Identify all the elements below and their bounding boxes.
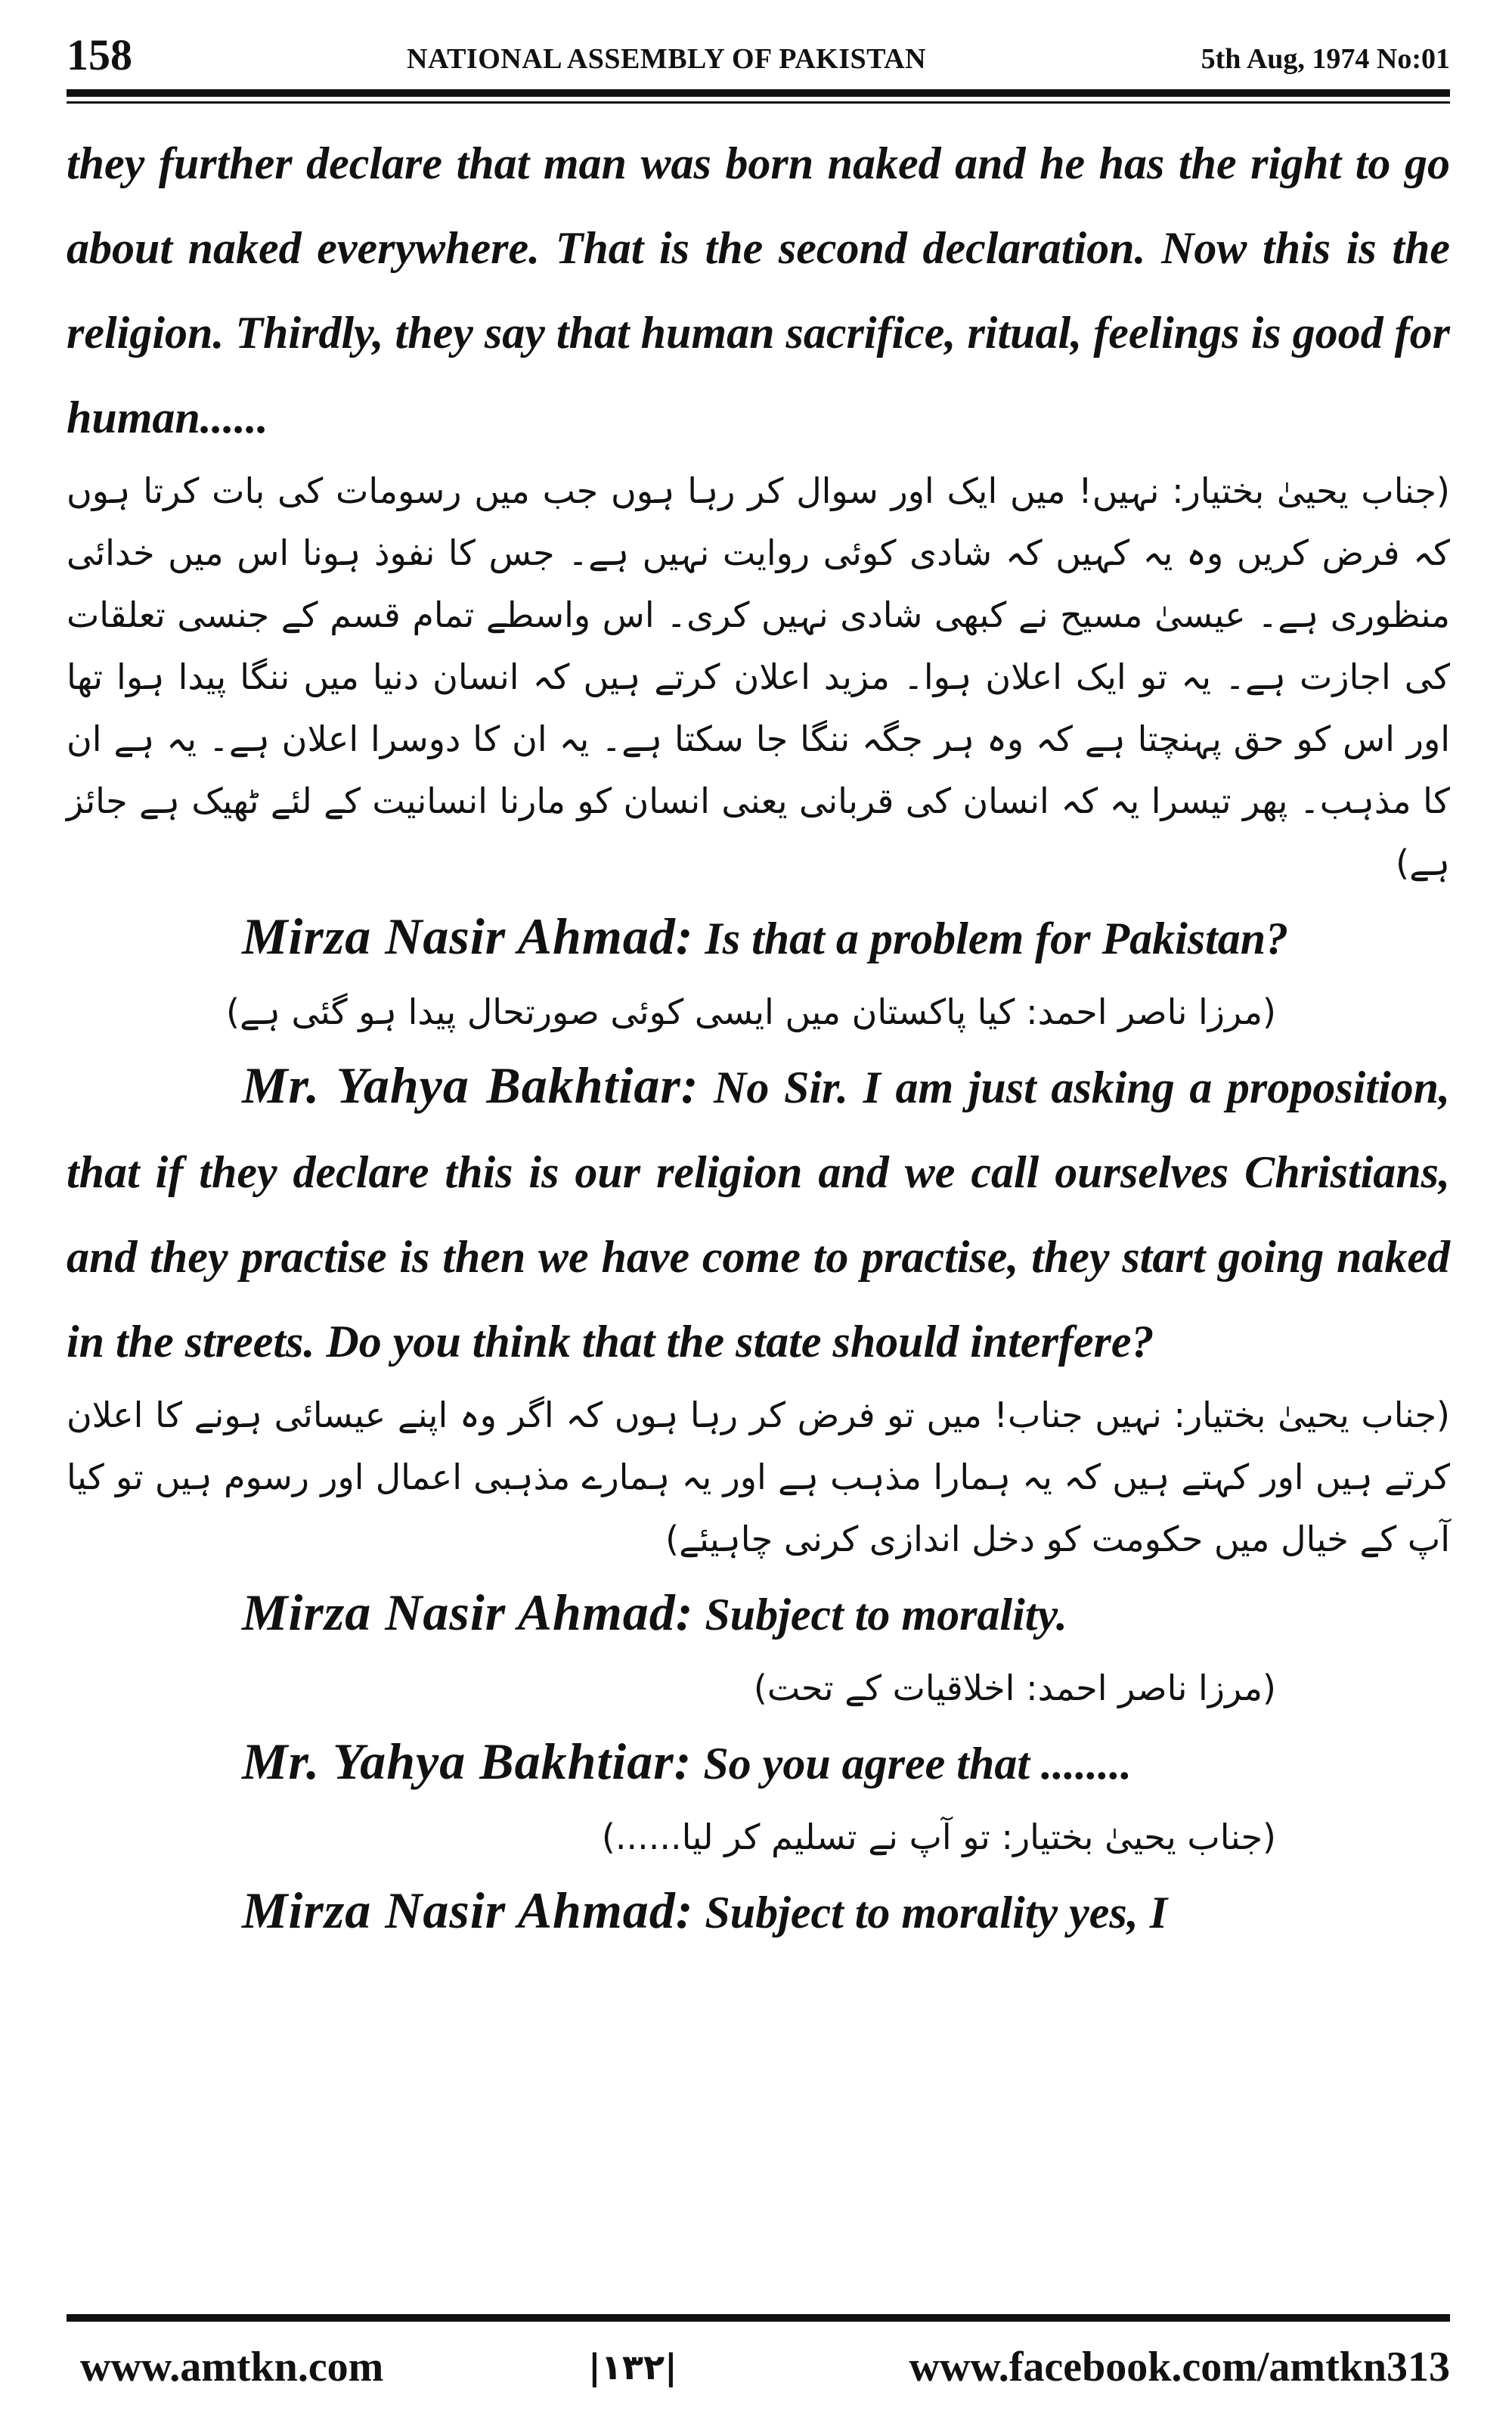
speech-text: No Sir. I am just asking a proposition, that if they declare this is our religion and we call ourselves Christians, and they practise is then we have come to practise, they start going naked in the streets. Do you think that the state should interfere? bbox=[67, 1063, 1451, 1367]
speech-mirza-2 bbox=[67, 1570, 1450, 1657]
website-link[interactable]: www.amtkn.com bbox=[80, 2344, 384, 2391]
header-date: 5th Aug, 1974 No:01 bbox=[1201, 43, 1450, 75]
speech-mirza-1 bbox=[67, 894, 1450, 981]
page-header bbox=[67, 29, 1450, 82]
speaker-name: Mirza Nasir Ahmad: bbox=[242, 1584, 694, 1641]
speech-yahya-1 bbox=[67, 1043, 1450, 1384]
header-rule-thick bbox=[67, 89, 1450, 97]
header-rule-thin bbox=[67, 101, 1450, 104]
speech-text: Subject to morality yes, I bbox=[693, 1888, 1168, 1938]
speech-text: Is that a problem for Pakistan? bbox=[693, 914, 1289, 963]
urdu-paragraph-3: (جناب یحییٰ بختیار: نہیں جناب! میں تو فرض کر رہا ہوں کہ اگر وہ اپنے عیسائی ہونے کا اعلان کرتے ہیں اور کہتے ہیں کہ یہ ہمارا مذہب ہے اور یہ ہمارے مذہبی اعمال اور رسوم ہیں تو کیا آپ کے خیال میں حکومت کو دخل اندازی کرنی چاہیئے) bbox=[67, 1395, 1450, 1559]
urdu-paragraph-4: (مرزا ناصر احمد: اخلاقیات کے تحت) bbox=[753, 1668, 1276, 1708]
footer-page-number: |۱۳۲| bbox=[588, 2347, 677, 2387]
urdu-paragraph-1: (جناب یحییٰ بختیار: نہیں! میں ایک اور سوال کر رہا ہوں جب میں رسومات کی بات کرتا ہوں کہ فرض کریں وہ یہ کہیں کہ شادی کوئی روایت نہیں ہے۔ جس کا نفوذ ہونا اس میں خدائی منظوری ہے۔ عیسیٰ مسیح نے کبھی شادی نہیں کری۔ اس واسطے تمام قسم کے جنسی تعلقات کی اجازت ہے۔ یہ تو ایک اعلان ہوا۔ مزید اعلان کرتے ہیں کہ انسان دنیا میں ننگا پیدا ہوا تھا اور اس کو حق پہنچتا ہے کہ وہ ہر جگہ ننگا جا سکتا ہے۔ یہ ان کا دوسرا اعلان ہے۔ یہ ہے ان کا مذہب۔ پھر تیسرا یہ کہ انسان کی قربانی یعنی انسان کو مارنا انسانیت کے لئے ٹھیک ہے جائز ہے) bbox=[67, 470, 1451, 883]
speaker-name: Mr. Yahya Bakhtiar: bbox=[242, 1733, 692, 1790]
speech-text: Subject to morality. bbox=[693, 1590, 1067, 1640]
urdu-paragraph-5: (جناب یحییٰ بختیار: تو آپ نے تسلیم کر لیا......) bbox=[601, 1817, 1276, 1857]
speaker-name: Mirza Nasir Ahmad: bbox=[242, 908, 694, 965]
header-title: NATIONAL ASSEMBLY OF PAKISTAN bbox=[407, 43, 927, 75]
speaker-name: Mr. Yahya Bakhtiar: bbox=[242, 1056, 699, 1114]
facebook-link[interactable]: www.facebook.com/amtkn313 bbox=[909, 2344, 1450, 2391]
speech-yahya-2 bbox=[67, 1719, 1450, 1806]
footer-rule bbox=[67, 2314, 1450, 2322]
page-footer bbox=[67, 2337, 1450, 2397]
page-content bbox=[67, 121, 1450, 1955]
speech-text: So you agree that ........ bbox=[692, 1739, 1132, 1789]
english-paragraph-1: they further declare that man was born naked and he has the right to go about naked everywhere. That is the second declaration. Now this is the religion. Thirdly, they say that human sacrifice, ritual, feelings is good for human...... bbox=[67, 138, 1450, 442]
speaker-name: Mirza Nasir Ahmad: bbox=[242, 1882, 694, 1939]
speech-mirza-3 bbox=[67, 1868, 1450, 1955]
page-number: 158 bbox=[67, 30, 132, 79]
urdu-paragraph-2: (مرزا ناصر احمد: کیا پاکستان میں ایسی کوئی صورتحال پیدا ہو گئی ہے) bbox=[226, 991, 1276, 1032]
